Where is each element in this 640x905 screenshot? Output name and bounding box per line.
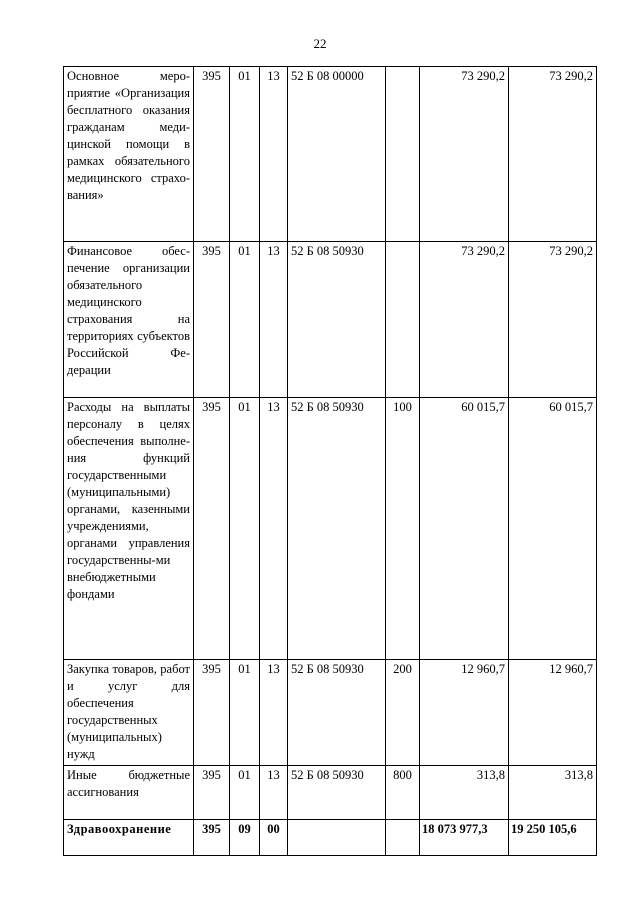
- grbs-code: 395: [194, 242, 230, 398]
- row-name: Закупка товаров, работ и услуг для обеспечения государственных (муниципальных) нужд: [64, 660, 194, 766]
- amount-year-2: 313,8: [509, 766, 597, 820]
- target-article-code: 52 Б 08 00000: [288, 67, 386, 242]
- table-row: [64, 242, 597, 398]
- table-row: [64, 398, 597, 660]
- table-row: [64, 660, 597, 766]
- subsection-code: 13: [260, 660, 288, 766]
- amount-year-2: 19 250 105,6: [509, 820, 597, 856]
- target-article-code: 52 Б 08 50930: [288, 398, 386, 660]
- amount-year-1: 12 960,7: [420, 660, 509, 766]
- expense-type-code: 200: [386, 660, 420, 766]
- amount-year-1: 60 015,7: [420, 398, 509, 660]
- section-code: 01: [230, 242, 260, 398]
- page-number: 22: [313, 36, 327, 51]
- target-article-code: 52 Б 08 50930: [288, 242, 386, 398]
- subsection-code: 13: [260, 67, 288, 242]
- amount-year-2: 60 015,7: [509, 398, 597, 660]
- section-code: 01: [230, 398, 260, 660]
- grbs-code: 395: [194, 67, 230, 242]
- section-code: 01: [230, 660, 260, 766]
- subsection-code: 13: [260, 766, 288, 820]
- target-article-code: 52 Б 08 50930: [288, 766, 386, 820]
- grbs-code: 395: [194, 820, 230, 856]
- amount-year-2: 73 290,2: [509, 67, 597, 242]
- grbs-code: 395: [194, 660, 230, 766]
- row-name: Финансовое обеспечение организации обязательного медицинского страхования на территориях субъектов Российской Федерации: [64, 242, 194, 398]
- subsection-code: 00: [260, 820, 288, 856]
- grbs-code: 395: [194, 398, 230, 660]
- expense-type-code: 100: [386, 398, 420, 660]
- target-article-code: 52 Б 08 50930: [288, 660, 386, 766]
- amount-year-2: 73 290,2: [509, 242, 597, 398]
- section-code: 01: [230, 766, 260, 820]
- expense-type-code: [386, 242, 420, 398]
- expense-type-code: 800: [386, 766, 420, 820]
- section-code: 01: [230, 67, 260, 242]
- amount-year-1: 73 290,2: [420, 67, 509, 242]
- expense-type-code: [386, 67, 420, 242]
- row-name: Расходы на выплаты персоналу в целях обеспечения выполнения функций государственными (муниципальными) органами, казенными учреждениями, органами управления государственны-ми внебюджетными фондами: [64, 398, 194, 660]
- row-name: Иные бюджетные ассигнования: [64, 766, 194, 820]
- subsection-code: 13: [260, 398, 288, 660]
- row-name: Здравоохранение: [64, 820, 194, 856]
- table-row: [64, 67, 597, 242]
- target-article-code: [288, 820, 386, 856]
- section-code: 09: [230, 820, 260, 856]
- amount-year-1: 18 073 977,3: [420, 820, 509, 856]
- amount-year-1: 73 290,2: [420, 242, 509, 398]
- subsection-code: 13: [260, 242, 288, 398]
- budget-table: [63, 66, 597, 856]
- amount-year-1: 313,8: [420, 766, 509, 820]
- row-name: Основное мероприятие «Организация бесплатного оказания гражданам медицинской помощи в рамках обязательного медицинского страхования»: [64, 67, 194, 242]
- table-row-total: [64, 820, 597, 856]
- table-row: [64, 766, 597, 820]
- expense-type-code: [386, 820, 420, 856]
- amount-year-2: 12 960,7: [509, 660, 597, 766]
- grbs-code: 395: [194, 766, 230, 820]
